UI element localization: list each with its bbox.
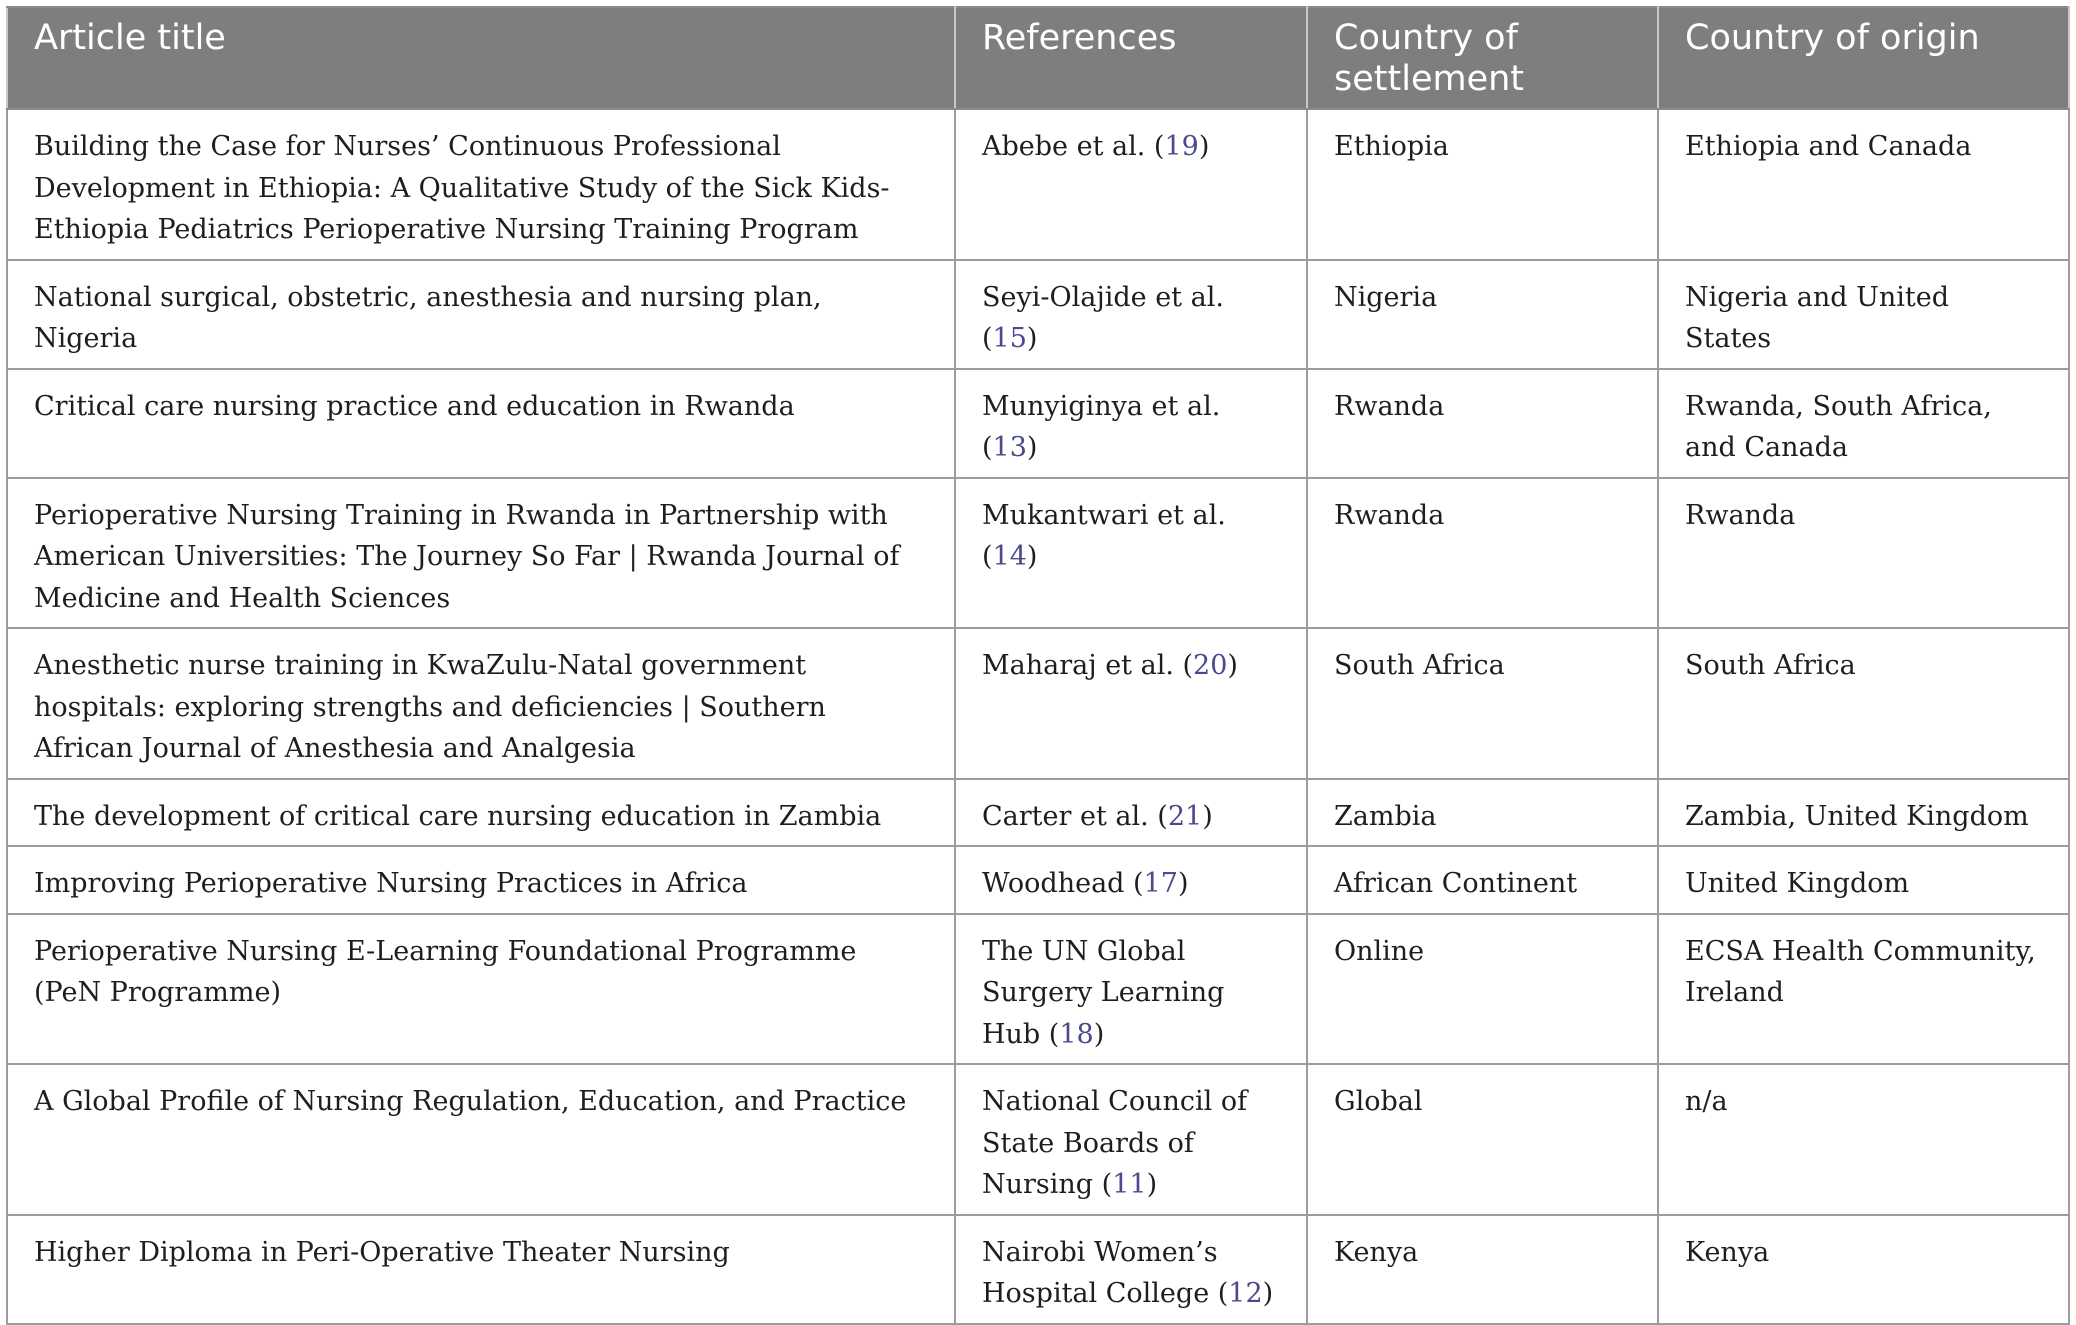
reference-link[interactable]: 20	[1193, 650, 1228, 681]
table-row	[7, 1215, 2069, 1324]
cell-article-title: Anesthetic nurse training in KwaZulu-Natal government hospitals: exploring strengths and deficiencies | Southern African Journal of Anesthesia and Analgesia	[7, 628, 955, 779]
header-article-title: Article title	[7, 7, 955, 109]
reference-author: Woodhead	[982, 868, 1125, 899]
cell-country-of-origin: South Africa	[1658, 628, 2069, 779]
table-body	[7, 109, 2069, 1324]
reference-author: Mukantwari et al.	[982, 499, 1226, 531]
table-row	[7, 846, 2069, 914]
cell-country-of-settlement: Kenya	[1307, 1215, 1658, 1324]
reference-author: The UN Global Surgery Learning Hub	[982, 935, 1225, 1050]
cell-country-of-settlement: Nigeria	[1307, 260, 1658, 369]
reference-author: Abebe et al.	[982, 131, 1146, 162]
reference-link[interactable]: 11	[1112, 1169, 1147, 1200]
cell-reference: Munyiginya et al. (13)	[955, 369, 1307, 478]
cell-article-title: A Global Profile of Nursing Regulation, Education, and Practice	[7, 1064, 955, 1215]
cell-country-of-settlement: Ethiopia	[1307, 109, 1658, 260]
table-row	[7, 109, 2069, 260]
reference-link[interactable]: 15	[992, 323, 1027, 354]
cell-country-of-origin: Kenya	[1658, 1215, 2069, 1324]
cell-reference: Maharaj et al. (20)	[955, 628, 1307, 779]
cell-country-of-origin: United Kingdom	[1658, 846, 2069, 914]
table-row	[7, 779, 2069, 847]
table-row	[7, 369, 2069, 478]
header-row	[7, 7, 2069, 109]
reference-author: Munyiginya et al.	[982, 390, 1221, 422]
reference-link[interactable]: 13	[992, 432, 1027, 463]
cell-country-of-settlement: Rwanda	[1307, 478, 1658, 629]
reference-author: Seyi-Olajide et al.	[982, 281, 1224, 313]
cell-country-of-origin: Nigeria and United States	[1658, 260, 2069, 369]
cell-reference: The UN Global Surgery Learning Hub (18)	[955, 914, 1307, 1065]
cell-country-of-origin: n/a	[1658, 1064, 2069, 1215]
cell-country-of-origin: Rwanda	[1658, 478, 2069, 629]
cell-reference: Abebe et al. (19)	[955, 109, 1307, 260]
reference-author: Maharaj et al.	[982, 650, 1174, 681]
cell-country-of-origin: Zambia, United Kingdom	[1658, 779, 2069, 847]
reference-author: Carter et al.	[982, 800, 1149, 832]
reference-link[interactable]: 14	[992, 541, 1027, 572]
cell-reference: Woodhead (17)	[955, 846, 1307, 914]
reference-link[interactable]: 21	[1167, 800, 1203, 832]
cell-article-title: Building the Case for Nurses’ Continuous Professional Development in Ethiopia: A Qualitative Study of the Sick Kids-Ethiopia Pediatrics Perioperative Nursing Training Program	[7, 109, 955, 260]
cell-reference: Carter et al. (21)	[955, 779, 1307, 847]
cell-country-of-settlement: Rwanda	[1307, 369, 1658, 478]
cell-article-title: Perioperative Nursing Training in Rwanda in Partnership with American Universities: The Journey So Far | Rwanda Journal of Medicine and Health Sciences	[7, 478, 955, 629]
cell-country-of-settlement: South Africa	[1307, 628, 1658, 779]
table-row	[7, 260, 2069, 369]
cell-country-of-settlement: Zambia	[1307, 779, 1658, 847]
cell-country-of-settlement: Global	[1307, 1064, 1658, 1215]
reference-author: Nairobi Women’s Hospital College	[982, 1236, 1218, 1309]
cell-country-of-settlement: African Continent	[1307, 846, 1658, 914]
table-row	[7, 1064, 2069, 1215]
reference-link[interactable]: 12	[1228, 1278, 1263, 1309]
table-header	[7, 7, 2069, 109]
reference-link[interactable]: 17	[1143, 868, 1178, 899]
cell-article-title: Critical care nursing practice and education in Rwanda	[7, 369, 955, 478]
article-table-container	[6, 6, 2068, 1325]
cell-reference: Nairobi Women’s Hospital College (12)	[955, 1215, 1307, 1324]
cell-reference: Seyi-Olajide et al. (15)	[955, 260, 1307, 369]
reference-link[interactable]: 19	[1164, 131, 1199, 162]
header-references: References	[955, 7, 1307, 109]
cell-article-title: National surgical, obstetric, anesthesia and nursing plan, Nigeria	[7, 260, 955, 369]
cell-reference: National Council of State Boards of Nursing (11)	[955, 1064, 1307, 1215]
article-table	[6, 6, 2070, 1325]
cell-article-title: Improving Perioperative Nursing Practices in Africa	[7, 846, 955, 914]
header-country-of-settlement: Country of settlement	[1307, 7, 1658, 109]
table-row	[7, 628, 2069, 779]
reference-link[interactable]: 18	[1059, 1018, 1094, 1050]
table-row	[7, 478, 2069, 629]
cell-country-of-settlement: Online	[1307, 914, 1658, 1065]
header-country-of-origin: Country of origin	[1658, 7, 2069, 109]
cell-country-of-origin: Ethiopia and Canada	[1658, 109, 2069, 260]
cell-article-title: Higher Diploma in Peri-Operative Theater Nursing	[7, 1215, 955, 1324]
reference-author: National Council of State Boards of Nursing	[982, 1086, 1248, 1200]
cell-reference: Mukantwari et al. (14)	[955, 478, 1307, 629]
cell-article-title: The development of critical care nursing education in Zambia	[7, 779, 955, 847]
table-row	[7, 914, 2069, 1065]
cell-article-title: Perioperative Nursing E-Learning Foundational Programme (PeN Programme)	[7, 914, 955, 1065]
cell-country-of-origin: ECSA Health Community, Ireland	[1658, 914, 2069, 1065]
cell-country-of-origin: Rwanda, South Africa, and Canada	[1658, 369, 2069, 478]
